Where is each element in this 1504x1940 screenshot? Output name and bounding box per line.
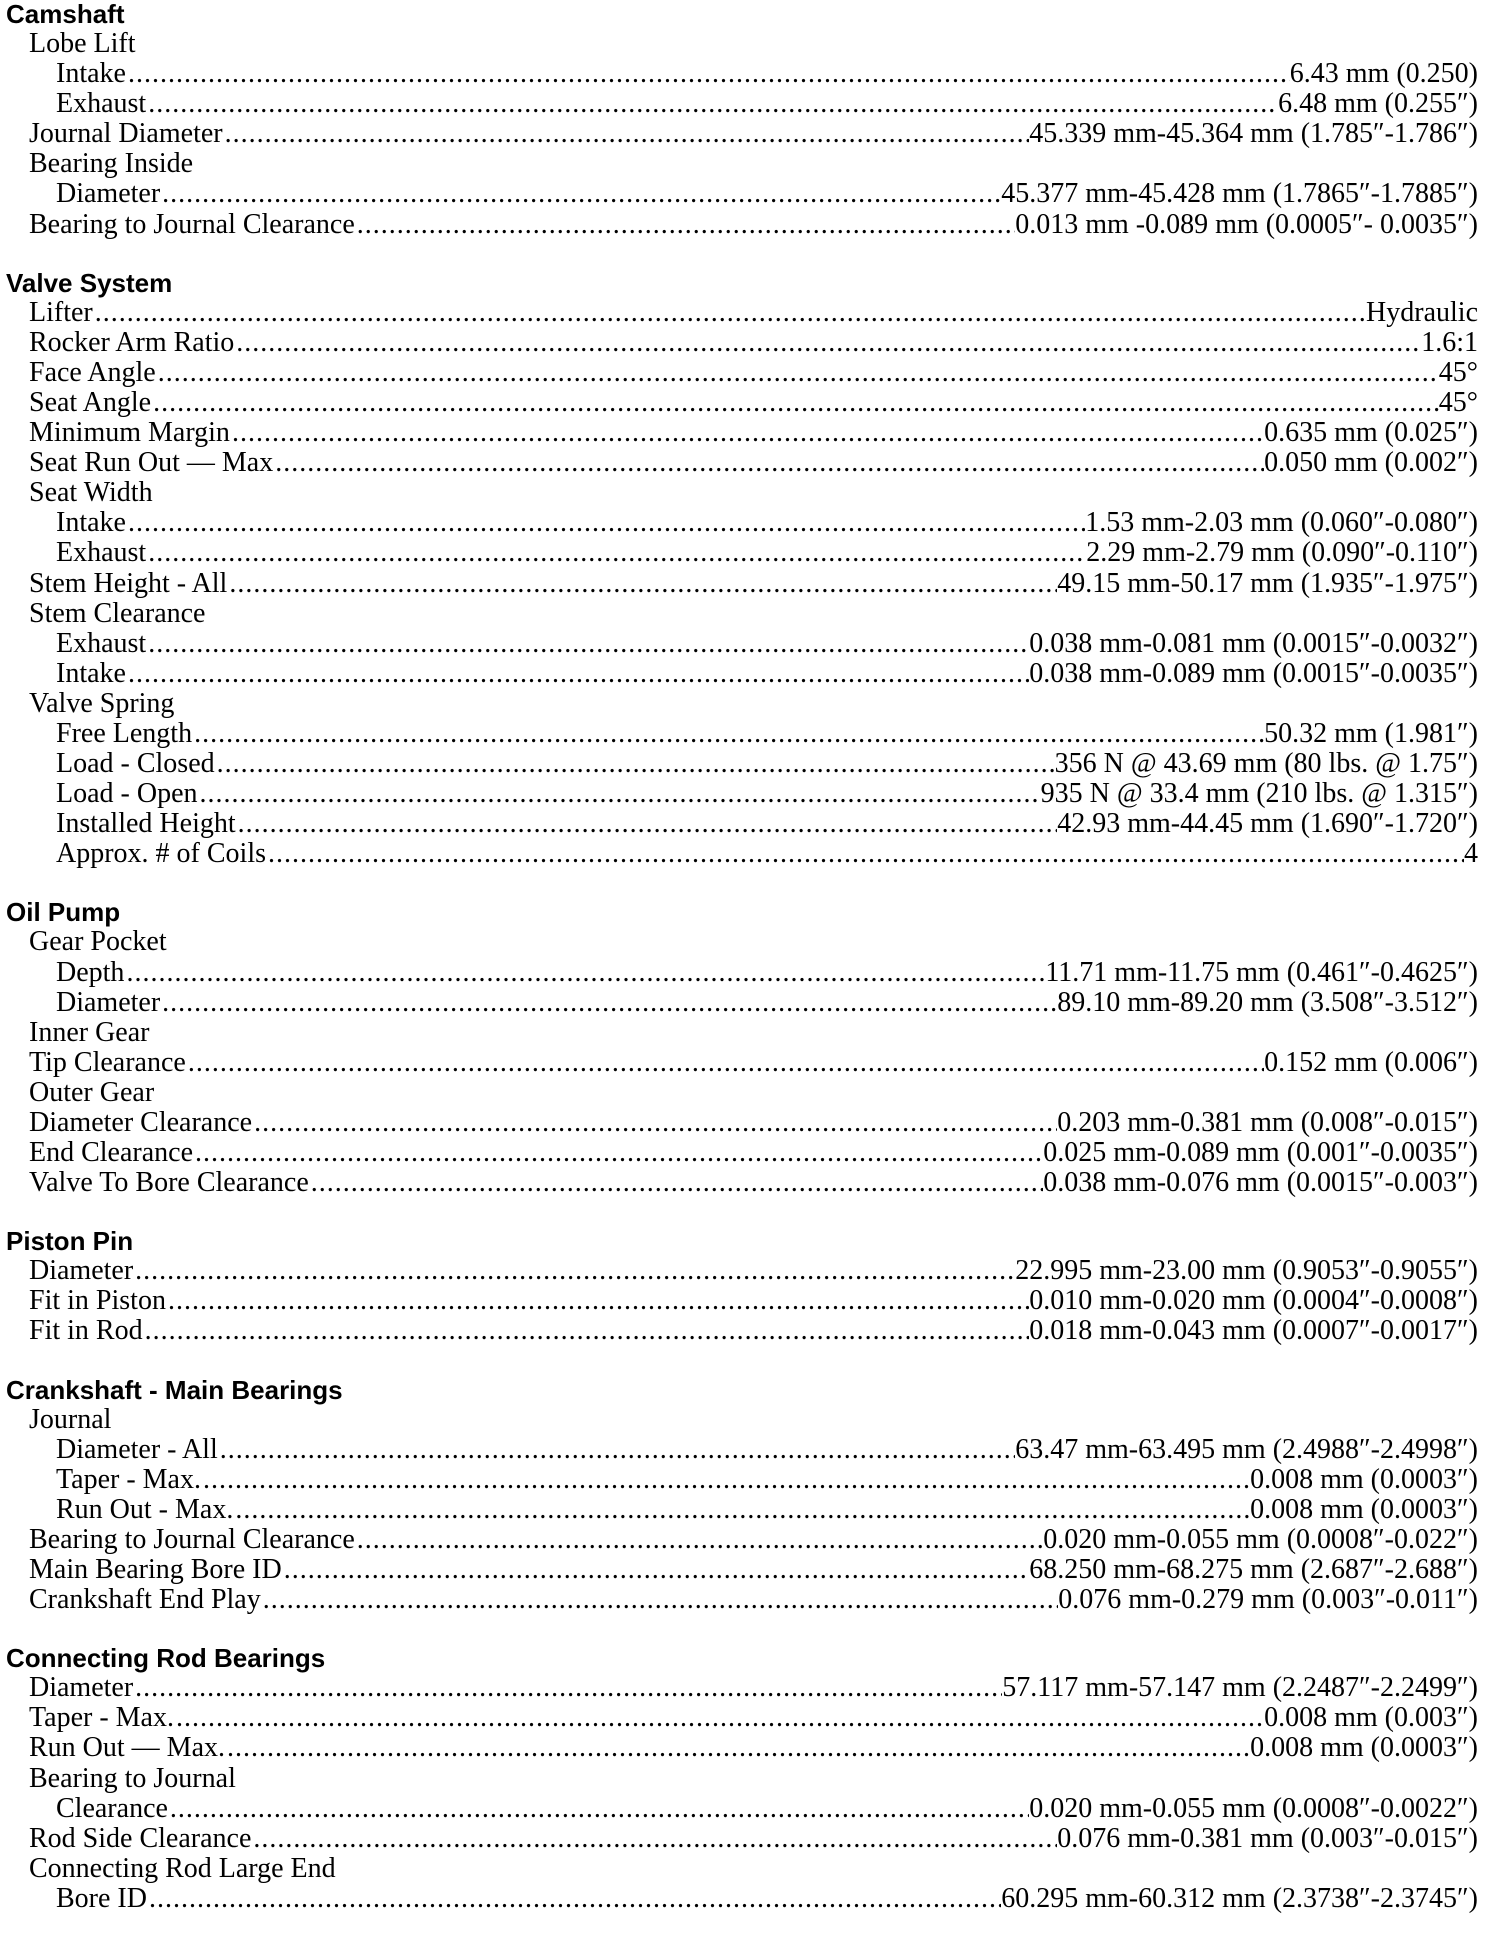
- spec-label: Valve To Bore Clearance: [29, 1167, 309, 1199]
- spec-row: [6, 538, 1478, 568]
- spec-row: [6, 659, 1478, 689]
- dot-leader: [146, 538, 1086, 568]
- spec-value: 0.152 mm (0.006″): [1264, 1046, 1478, 1078]
- spec-label: Main Bearing Bore ID: [29, 1554, 282, 1586]
- dot-leader: [156, 358, 1439, 388]
- spec-row: [6, 1168, 1478, 1198]
- spec-row: [6, 599, 1478, 629]
- spec-label: Rocker Arm Ratio: [29, 326, 235, 358]
- spec-value: 0.025 mm-0.089 mm (0.001″-0.0035″): [1043, 1137, 1478, 1169]
- spec-row: [6, 149, 1478, 179]
- dot-leader: [160, 179, 1001, 209]
- dot-leader: [146, 89, 1278, 119]
- dot-leader: [223, 119, 1030, 149]
- spec-row: [6, 927, 1478, 957]
- spec-row: [6, 1138, 1478, 1168]
- spec-row: [6, 1824, 1478, 1854]
- spec-row: [6, 448, 1478, 478]
- spec-row: [6, 749, 1478, 779]
- spec-value: 68.250 mm-68.275 mm (2.687″-2.688″): [1029, 1554, 1478, 1586]
- spec-value: 22.995 mm-23.00 mm (0.9053″-0.9055″): [1015, 1255, 1478, 1287]
- spec-row: [6, 1495, 1478, 1525]
- spec-label: Seat Run Out — Max: [29, 447, 274, 479]
- spec-row: [6, 179, 1478, 209]
- spec-label: Exhaust: [56, 88, 147, 120]
- spec-row: [6, 1286, 1478, 1316]
- spec-row: [6, 1465, 1478, 1495]
- spec-row: [6, 1018, 1478, 1048]
- spec-section: [6, 1227, 1478, 1346]
- dot-leader: [146, 629, 1029, 659]
- spec-label: Diameter: [56, 986, 161, 1018]
- spec-value: 6.43 mm (0.250): [1289, 58, 1478, 90]
- spec-row: [6, 29, 1478, 59]
- dot-leader: [124, 958, 1045, 988]
- spec-row: [6, 1764, 1478, 1794]
- spec-label: Fit in Rod: [29, 1315, 143, 1347]
- spec-value: 45°: [1438, 386, 1478, 418]
- dot-leader: [198, 779, 1041, 809]
- spec-row: [6, 1405, 1478, 1435]
- spec-row: [6, 779, 1478, 809]
- spec-label: Seat Width: [29, 477, 153, 509]
- spec-label: Inner Gear: [29, 1016, 150, 1048]
- spec-label: Run Out — Max.: [29, 1732, 225, 1764]
- spec-label: Clearance: [56, 1792, 168, 1824]
- spec-label: Crankshaft End Play: [29, 1584, 261, 1616]
- spec-label: Depth: [56, 956, 125, 988]
- dot-leader: [168, 1794, 1029, 1824]
- spec-row: [6, 1256, 1478, 1286]
- spec-row: [6, 418, 1478, 448]
- spec-row: [6, 809, 1478, 839]
- spec-value: 49.15 mm-50.17 mm (1.935″-1.975″): [1057, 567, 1478, 599]
- dot-leader: [160, 988, 1057, 1018]
- dot-leader: [234, 328, 1421, 358]
- spec-label: End Clearance: [29, 1137, 194, 1169]
- spec-row: [6, 569, 1478, 599]
- spec-row: [6, 328, 1478, 358]
- spec-row: [6, 1078, 1478, 1108]
- spec-value: 0.635 mm (0.025″): [1264, 417, 1478, 449]
- spec-label: Taper - Max.: [29, 1702, 174, 1734]
- spec-row: [6, 210, 1478, 240]
- spec-value: 0.050 mm (0.002″): [1264, 447, 1478, 479]
- dot-leader: [143, 1316, 1030, 1346]
- dot-leader: [355, 210, 1015, 240]
- spec-label: Connecting Rod Large End: [29, 1852, 336, 1884]
- spec-label: Lobe Lift: [29, 28, 136, 59]
- dot-leader: [230, 418, 1264, 448]
- spec-value: 0.008 mm (0.003″): [1264, 1702, 1478, 1734]
- spec-value: 45.339 mm-45.364 mm (1.785″-1.786″): [1029, 118, 1478, 150]
- spec-label: Diameter: [56, 178, 161, 210]
- spec-value: 45°: [1438, 356, 1478, 388]
- dot-leader: [309, 1168, 1044, 1198]
- spec-value: 0.018 mm-0.043 mm (0.0007″-0.0017″): [1029, 1315, 1478, 1347]
- section-heading: Camshaft: [6, 0, 125, 29]
- spec-row: [6, 59, 1478, 89]
- spec-label: Intake: [56, 507, 126, 539]
- spec-value: 0.020 mm-0.055 mm (0.0008″-0.022″): [1043, 1523, 1478, 1555]
- spec-row: [6, 119, 1478, 149]
- spec-label: Exhaust: [56, 537, 147, 569]
- spec-value: 1.53 mm-2.03 mm (0.060″-0.080″): [1085, 507, 1478, 539]
- spec-label: Lifter: [29, 296, 93, 328]
- spec-value: 0.038 mm-0.081 mm (0.0015″-0.0032″): [1029, 627, 1478, 659]
- spec-label: Tip Clearance: [29, 1046, 186, 1078]
- dot-leader: [186, 1048, 1264, 1078]
- spec-row: [6, 1884, 1478, 1914]
- dot-leader: [201, 1465, 1250, 1495]
- spec-section: [6, 1644, 1478, 1914]
- spec-label: Intake: [56, 58, 126, 90]
- spec-row: [6, 298, 1478, 328]
- spec-label: Bearing to Journal Clearance: [29, 208, 355, 240]
- spec-row: [6, 1703, 1478, 1733]
- spec-value: 42.93 mm-44.45 mm (1.690″-1.720″): [1057, 808, 1478, 840]
- spec-value: 356 N @ 43.69 mm (80 lbs. @ 1.75″): [1054, 748, 1478, 780]
- spec-label: Diameter - All: [56, 1433, 218, 1465]
- spec-label: Rod Side Clearance: [29, 1822, 252, 1854]
- spec-value: 11.71 mm-11.75 mm (0.461″-0.4625″): [1045, 956, 1478, 988]
- spec-value: 0.076 mm-0.279 mm (0.003″-0.011″): [1058, 1584, 1478, 1616]
- spec-label: Minimum Margin: [29, 417, 230, 449]
- spec-label: Diameter Clearance: [29, 1107, 253, 1138]
- spec-row: [6, 839, 1478, 869]
- spec-label: Load - Closed: [56, 748, 215, 780]
- spec-label: Bore ID: [56, 1882, 147, 1914]
- spec-value: 0.038 mm-0.076 mm (0.0015″-0.003″): [1043, 1167, 1478, 1199]
- spec-label: Load - Open: [56, 778, 198, 810]
- spec-row: [6, 988, 1478, 1018]
- spec-label: Intake: [56, 657, 126, 689]
- dot-leader: [192, 719, 1264, 749]
- spec-row: [6, 1316, 1478, 1346]
- dot-leader: [225, 1733, 1250, 1763]
- spec-row: [6, 358, 1478, 388]
- spec-label: Bearing to Journal Clearance: [29, 1523, 355, 1555]
- spec-label: Fit in Piston: [29, 1285, 166, 1317]
- spec-label: Diameter: [29, 1672, 134, 1704]
- dot-leader: [215, 749, 1055, 779]
- section-heading: Piston Pin: [6, 1226, 134, 1257]
- spec-row: [6, 1673, 1478, 1703]
- spec-row: [6, 1525, 1478, 1555]
- spec-label: Run Out - Max.: [56, 1493, 234, 1525]
- spec-row: [6, 1048, 1478, 1078]
- spec-label: Outer Gear: [29, 1076, 155, 1108]
- dot-leader: [273, 448, 1264, 478]
- dot-leader: [126, 59, 1290, 89]
- dot-leader: [282, 1555, 1030, 1585]
- spec-value: Hydraulic: [1366, 296, 1478, 328]
- spec-row: [6, 89, 1478, 119]
- dot-leader: [133, 1256, 1015, 1286]
- dot-leader: [126, 508, 1085, 538]
- dot-leader: [93, 298, 1366, 328]
- spec-label: Taper - Max.: [56, 1463, 201, 1495]
- dot-leader: [147, 1884, 1001, 1914]
- spec-row: [6, 1585, 1478, 1615]
- spec-value: 0.008 mm (0.0003″): [1250, 1493, 1478, 1525]
- dot-leader: [174, 1703, 1264, 1733]
- spec-label: Approx. # of Coils: [56, 838, 266, 870]
- spec-row: [6, 958, 1478, 988]
- spec-row: [6, 1733, 1478, 1763]
- dot-leader: [355, 1525, 1043, 1555]
- section-heading: Crankshaft - Main Bearings: [6, 1374, 343, 1405]
- dot-leader: [261, 1585, 1059, 1615]
- dot-leader: [218, 1435, 1016, 1465]
- spec-label: Seat Angle: [29, 386, 152, 418]
- spec-value: 60.295 mm-60.312 mm (2.3738″-2.3745″): [1001, 1882, 1478, 1914]
- spec-value: 0.076 mm-0.381 mm (0.003″-0.015″): [1057, 1822, 1478, 1854]
- spec-section: [6, 1376, 1478, 1616]
- dot-leader: [252, 1108, 1057, 1138]
- spec-value: 89.10 mm-89.20 mm (3.508″-3.512″): [1057, 986, 1478, 1018]
- spec-row: [6, 1555, 1478, 1585]
- spec-row: [6, 1854, 1478, 1884]
- spec-row: [6, 1794, 1478, 1824]
- spec-label: Bearing to Journal: [29, 1762, 236, 1794]
- spec-value: 0.203 mm-0.381 mm (0.008″-0.015″): [1057, 1107, 1478, 1138]
- dot-leader: [233, 1495, 1250, 1525]
- spec-row: [6, 1108, 1478, 1138]
- spec-value: 0.008 mm (0.0003″): [1250, 1463, 1478, 1495]
- spec-value: 50.32 mm (1.981″): [1264, 717, 1478, 749]
- spec-label: Face Angle: [29, 356, 156, 388]
- spec-value: 2.29 mm-2.79 mm (0.090″-0.110″): [1086, 537, 1478, 569]
- dot-leader: [151, 388, 1439, 418]
- dot-leader: [126, 659, 1029, 689]
- spec-label: Free Length: [56, 717, 193, 749]
- dot-leader: [166, 1286, 1029, 1316]
- spec-row: [6, 719, 1478, 749]
- spec-label: Diameter: [29, 1255, 134, 1287]
- section-heading: Oil Pump: [6, 897, 121, 928]
- dot-leader: [133, 1673, 1002, 1703]
- spec-row: [6, 689, 1478, 719]
- spec-value: 0.008 mm (0.0003″): [1250, 1732, 1478, 1764]
- spec-value: 0.020 mm-0.055 mm (0.0008″-0.0022″): [1029, 1792, 1478, 1824]
- spec-value: 935 N @ 33.4 mm (210 lbs. @ 1.315″): [1040, 778, 1478, 810]
- spec-value: 0.013 mm -0.089 mm (0.0005″- 0.0035″): [1015, 208, 1478, 240]
- dot-leader: [266, 839, 1464, 869]
- dot-leader: [227, 569, 1057, 599]
- spec-value: 4: [1464, 838, 1478, 870]
- spec-label: Valve Spring: [29, 687, 175, 719]
- spec-value: 1.6:1: [1421, 326, 1478, 358]
- spec-row: [6, 388, 1478, 418]
- spec-value: 6.48 mm (0.255″): [1278, 88, 1478, 120]
- spec-row: [6, 1435, 1478, 1465]
- spec-row: [6, 478, 1478, 508]
- spec-label: Journal: [29, 1403, 112, 1435]
- dot-leader: [193, 1138, 1043, 1168]
- dot-leader: [251, 1824, 1057, 1854]
- spec-section: [6, 898, 1478, 1198]
- spec-label: Installed Height: [56, 808, 236, 840]
- spec-value: 0.010 mm-0.020 mm (0.0004″-0.0008″): [1029, 1285, 1478, 1317]
- section-heading: Connecting Rod Bearings: [6, 1643, 326, 1674]
- spec-value: 57.117 mm-57.147 mm (2.2487″-2.2499″): [1002, 1672, 1478, 1704]
- spec-row: [6, 508, 1478, 538]
- section-heading: Valve System: [6, 267, 173, 298]
- spec-section: [6, 0, 1478, 240]
- spec-label: Exhaust: [56, 627, 147, 659]
- spec-label: Stem Clearance: [29, 597, 206, 629]
- spec-value: 45.377 mm-45.428 mm (1.7865″-1.7885″): [1001, 178, 1478, 210]
- spec-label: Gear Pocket: [29, 926, 167, 958]
- spec-value: 0.038 mm-0.089 mm (0.0015″-0.0035″): [1029, 657, 1478, 689]
- spec-label: Bearing Inside: [29, 148, 194, 180]
- spec-row: [6, 629, 1478, 659]
- dot-leader: [236, 809, 1058, 839]
- spec-label: Journal Diameter: [29, 118, 223, 150]
- spec-value: 63.47 mm-63.495 mm (2.4988″-2.4998″): [1015, 1433, 1478, 1465]
- spec-label: Stem Height - All: [29, 567, 228, 599]
- spec-section: [6, 269, 1478, 870]
